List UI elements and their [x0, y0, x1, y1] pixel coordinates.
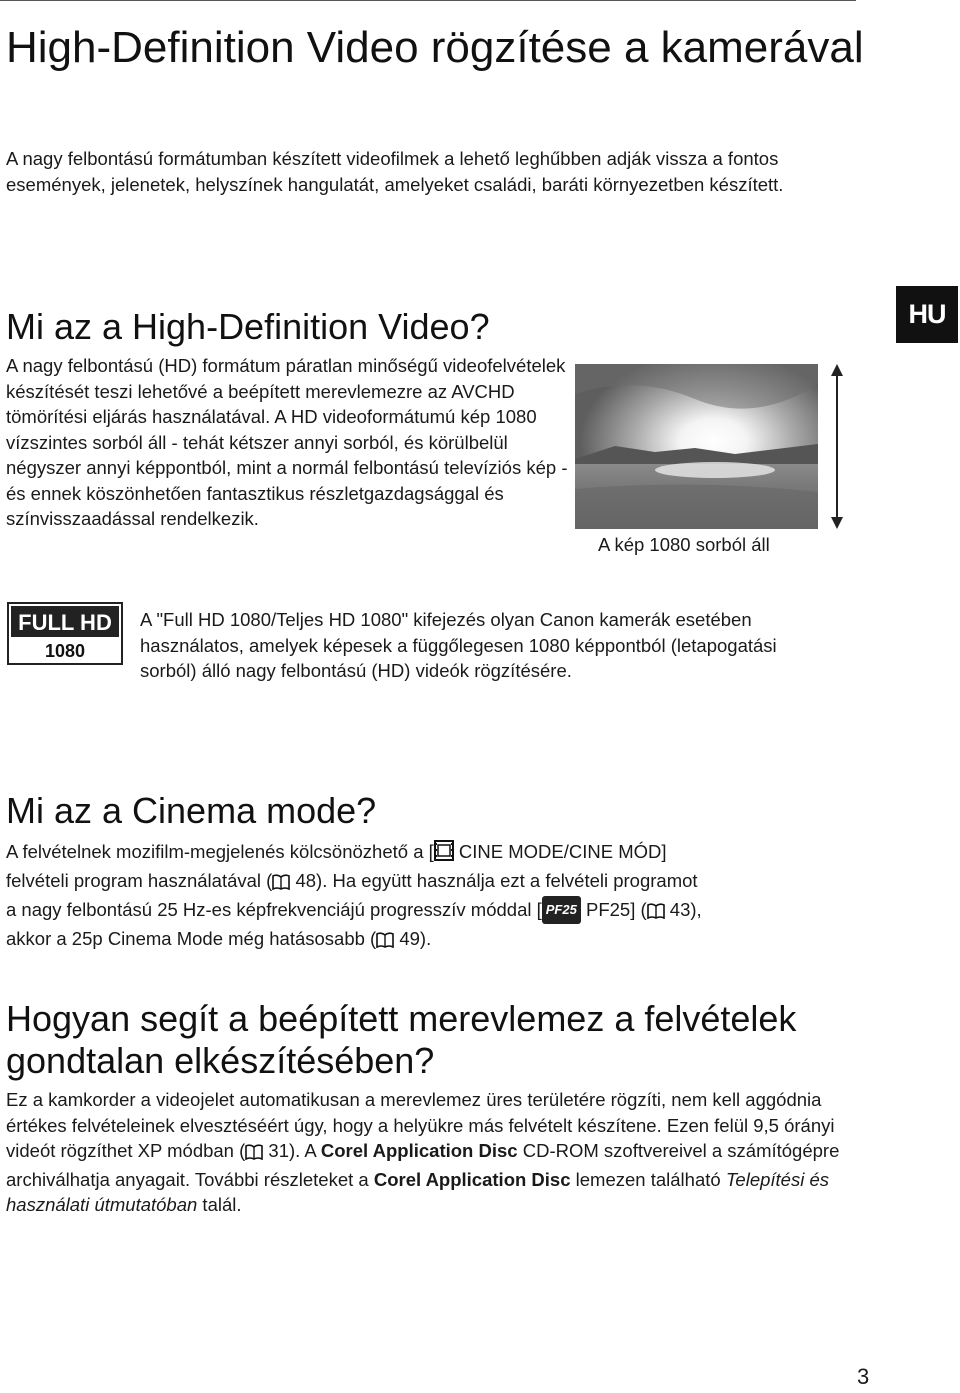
cinema-paragraph: A felvételnek mozifilm-megjelenés kölcsönözhető a [ CINE MODE/CINE MÓD] felvételi program használatával ( 48). Ha együtt használja ezt a felvételi programot a nagy felbontású 25 Hz-es képfrekvenciájú progresszív móddal [ PF25 PF25] ( 43), akkor a 25p Cinema Mode még hatásosabb ( 49). — [6, 839, 866, 954]
language-tab: HU — [896, 286, 958, 343]
corel-disc-name: Corel Application Disc — [373, 1168, 571, 1190]
full-hd-logo — [7, 602, 123, 665]
film-icon — [434, 840, 454, 868]
intro-paragraph: A nagy felbontású formátumban készített videofilmek a lehető leghűbben adják vissza a fontos események, jelenetek, helyszínek hangulatát, amelyeket családi, baráti környezetben készített. — [6, 148, 784, 195]
hdd-paragraph: Ez a kamkorder a videojelet automatikusan a merevlemez üres területére rögzíti, nem kell aggódnia értékes felvételeinek elvesztéséért úgy, hogy a helyükre más felvételt készítene. Ezen felül 9,5 órányi videót rögzíthet XP módban ( 31). A Corel Application Disc CD-ROM szoftvereivel a számítógépre archiválhatja anyagait. További részleteket a Corel Application Disc lemezen található Telepítési és használati útmutatóban talál. — [6, 1089, 840, 1215]
manual-title: Telepítési és használati útmutatóban — [6, 1168, 829, 1215]
photo-caption: A kép 1080 sorból áll — [598, 534, 770, 555]
logo-bottom-text: 1080 — [44, 641, 86, 661]
sunset-photo — [575, 364, 818, 529]
book-icon — [245, 1141, 263, 1167]
page-number: 3 — [857, 1364, 870, 1389]
section-heading-hdd: Hogyan segít a beépített merevlemez a felvételek gondtalan elkészítésében? — [6, 998, 797, 1081]
section-heading-cinema: Mi az a Cinema mode? — [6, 790, 377, 831]
page-title: High-Definition Video rögzítése a kamerával — [6, 23, 864, 72]
top-rule — [0, 0, 856, 1]
corel-disc-name: Corel Application Disc — [320, 1140, 518, 1161]
fullhd-paragraph: A "Full HD 1080/Teljes HD 1080" kifejezés olyan Canon kamerák esetében használatos, amelyek képesek a függőlegesen 1080 képpontból (letapogatási sorból) álló nagy felbontású (HD) videók rögzítésére. — [140, 609, 777, 681]
logo-top-text: FULL HD — [18, 610, 112, 635]
height-arrow — [826, 364, 848, 529]
book-icon — [272, 871, 290, 897]
hd-paragraph: A nagy felbontású (HD) formátum páratlan minőségű videofelvételek készítését teszi lehetővé a beépített merevlemezre az AVCHD tömörítési eljárás használatával. A HD videoformátumú kép 1080 vízszintes sorból áll - tehát kétszer annyi sorból, és körülbelül négyszer annyi képpontból, mint a normál felbontású televíziós kép - és ennek köszönhetően fantasztikus részletgazdagsággal és színvisszaadással rendelkezik. — [6, 355, 568, 529]
section-heading-hd: Mi az a High-Definition Video? — [6, 306, 490, 347]
book-icon — [376, 929, 394, 955]
pf25-badge-icon: PF25 — [542, 896, 581, 924]
book-icon — [647, 900, 665, 926]
